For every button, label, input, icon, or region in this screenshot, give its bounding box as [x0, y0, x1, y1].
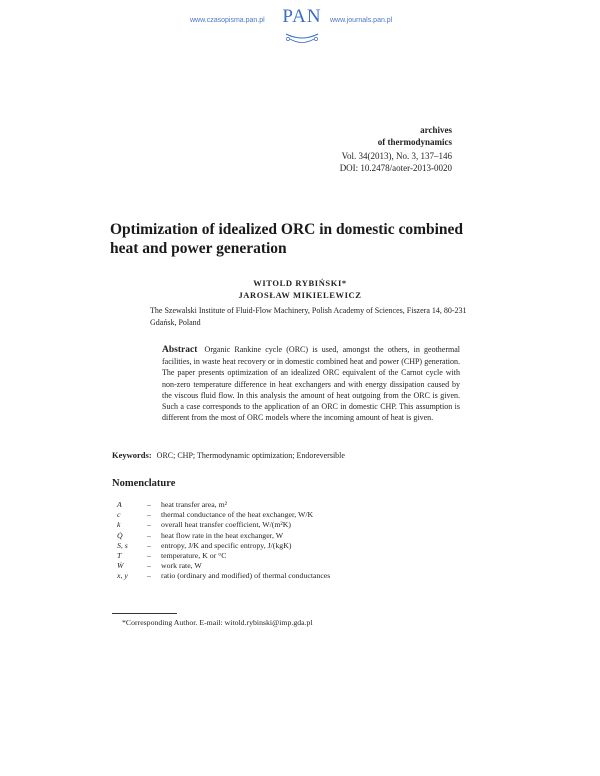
nomenclature-symbol: x, y: [117, 571, 128, 581]
nomenclature-dash: –: [147, 571, 151, 581]
keywords-heading: Keywords:: [112, 450, 152, 460]
nomenclature-dash: –: [147, 540, 151, 550]
nomenclature-definition: overall heat transfer coefficient, W/(m²K): [161, 520, 291, 530]
pan-logo: [280, 6, 324, 48]
nomenclature-symbol: A: [117, 500, 122, 509]
nomenclature-symbol: Ẇ: [117, 561, 124, 571]
keywords-text: ORC; CHP; Thermodynamic optimization; Endoreversible: [156, 451, 345, 460]
footnote: *Corresponding Author. E-mail: witold.rybinski@imp.gda.pl: [122, 618, 313, 627]
paper-title: Optimization of idealized ORC in domestic combined heat and power generation: [110, 221, 464, 257]
nomenclature-definition: thermal conductance of the heat exchanger, W/K: [161, 510, 314, 520]
author-name: JAROSŁAW MIKIELEWICZ: [238, 290, 362, 300]
nomenclature-symbol: S, s: [117, 540, 128, 550]
nomenclature-definition: entropy, J/K and specific entropy, J/(kgK): [161, 540, 292, 550]
nomenclature-row: [117, 531, 457, 541]
abstract-text: Organic Rankine cycle (ORC) is used, amongst the others, in geothermal facilities, in waste heat recovery or in domestic combined heat and power (CHP) generation. The paper presents optimization of an idealized ORC equivalent of the Carnot cycle with non-zero temperature difference in heat exchangers and with energy dissipation caused by the viscous fluid flow. In this analysis the amount of heat outgoing from the ORC is given. Such a case corresponds to the application of an ORC in domestic CHP. This assumption is different from the most of ORC models where the incoming amount of heat is given.: [162, 345, 460, 423]
nomenclature-dash: –: [147, 510, 151, 520]
nomenclature-row: [117, 541, 457, 551]
affiliation: The Szewalski Institute of Fluid-Flow Machinery, Polish Academy of Sciences, Fiszera 14, 80-231 Gdańsk, Poland: [150, 306, 467, 327]
nomenclature-definition: temperature, K or °C: [161, 550, 227, 560]
nomenclature-definition: work rate, W: [161, 561, 202, 571]
header-link-czasopisma[interactable]: www.czasopisma.pan.pl: [190, 17, 265, 24]
nomenclature-symbol: k: [117, 520, 121, 530]
journal-doi[interactable]: DOI: 10.2478/aoter-2013-0020: [339, 163, 452, 173]
nomenclature-symbol: c: [117, 510, 121, 520]
nomenclature-list: [117, 500, 457, 582]
nomenclature-symbol: T: [117, 550, 122, 560]
nomenclature-row: [117, 520, 457, 530]
nomenclature-dash: –: [147, 530, 151, 540]
nomenclature-row: [117, 571, 457, 581]
nomenclature-definition: ratio (ordinary and modified) of thermal conductances: [161, 571, 331, 581]
nomenclature-definition: heat flow rate in the heat exchanger, W: [161, 530, 284, 540]
nomenclature-dash: –: [147, 500, 151, 509]
nomenclature-dash: –: [147, 520, 151, 530]
nomenclature-heading: Nomenclature: [112, 478, 176, 489]
journal-name-line1: archives: [420, 125, 452, 135]
abstract: [162, 344, 460, 423]
author-name: WITOLD RYBIŃSKI*: [253, 278, 347, 288]
nomenclature-row: [117, 510, 457, 520]
nomenclature-row: [117, 500, 457, 510]
header-link-journals[interactable]: www.journals.pan.pl: [330, 17, 393, 24]
journal-volume: Vol. 34(2013), No. 3, 137–146: [341, 151, 452, 161]
journal-name-line2: of thermodynamics: [377, 137, 452, 147]
keywords: [112, 450, 345, 460]
nomenclature-definition: heat transfer area, m²: [161, 500, 227, 509]
footnote-rule: [112, 613, 177, 614]
nomenclature-row: [117, 551, 457, 561]
nomenclature-row: [117, 561, 457, 571]
nomenclature-symbol: Q̇: [117, 530, 123, 540]
abstract-heading: Abstract: [162, 345, 198, 355]
nomenclature-dash: –: [147, 561, 151, 571]
nomenclature-dash: –: [147, 550, 151, 560]
logo-text: PAN: [282, 6, 322, 27]
